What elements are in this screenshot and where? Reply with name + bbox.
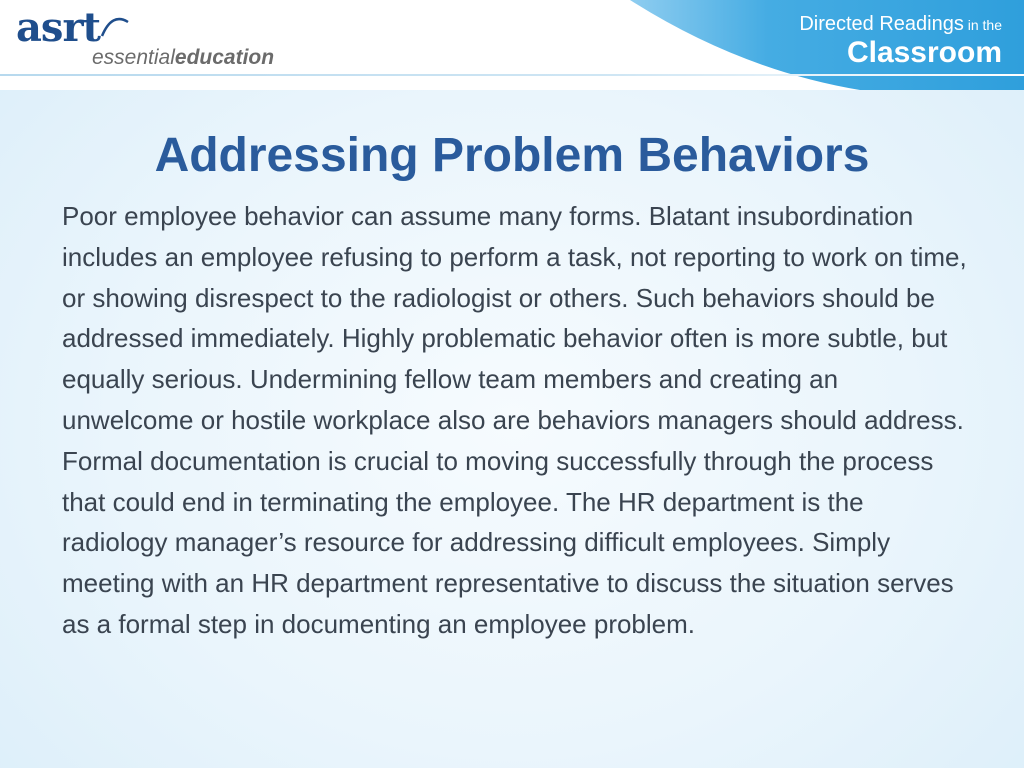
header-divider [0,74,1024,76]
logo-main-text: asrt [16,4,100,51]
brand-line-1-small: in the [963,17,1002,33]
brand-line-1-text: Directed Readings [799,13,964,35]
logo-sub-bold: education [174,46,275,69]
slide-body-text: Poor employee behavior can assume many forms. Blatant insubordination includes an employee refusing to perform a task, not reporting to work on time, or showing disrespect to the radiologist or others. Such behaviors should be addressed immediately. Highly problematic behavior often is more subtle, but equally serious. Undermining fellow team members and creating an unwelcome or hostile workplace also are behaviors managers should address. Formal documentation is crucial to moving successfully through the process that could end in terminating the employee. The HR department is the radiology manager’s resource for addressing difficult employees. Simply meeting with an HR department representative to discuss the situation serves as a formal step in documenting an employee problem. [62,201,967,639]
brand-line-2: Classroom [846,36,1002,69]
logo-arc-icon [72,8,132,44]
logo-subtitle [92,46,274,70]
slide-header [0,0,1024,90]
brand-line-1 [799,12,1002,37]
logo-sub-plain: essential [92,46,175,69]
brand-title [799,12,1002,69]
slide-title: Addressing Problem Behaviors [154,129,870,182]
asrt-logo [16,4,316,74]
